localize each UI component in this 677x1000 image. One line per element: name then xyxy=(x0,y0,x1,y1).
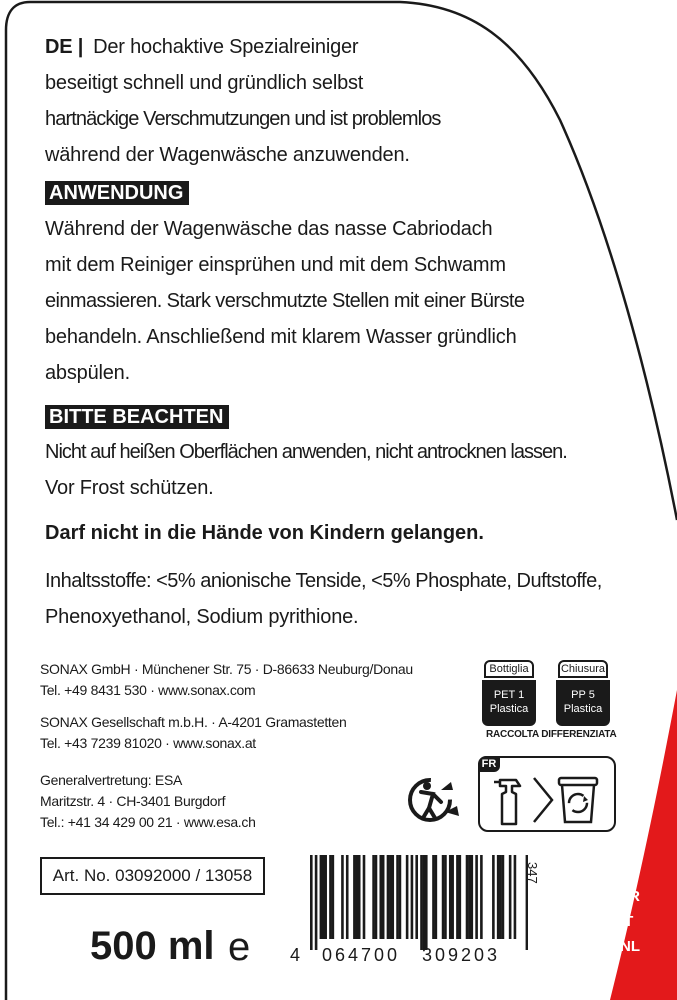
barcode-bar xyxy=(387,855,390,939)
beachten-line: Nicht auf heißen Oberflächen anwenden, nicht antrocknen lassen. xyxy=(45,441,567,463)
barcode-bar xyxy=(389,855,392,939)
barcode-bar xyxy=(449,855,452,939)
children-warning: Darf nicht in die Hände von Kindern gelangen. xyxy=(45,522,484,544)
closure-cap-label: Chiusura xyxy=(558,660,608,678)
ingredients xyxy=(45,563,602,635)
sonax-germany-contact xyxy=(40,659,413,701)
barcode-bar xyxy=(456,855,459,939)
barcode-bar xyxy=(497,855,500,939)
material-code: PP 5 xyxy=(571,689,595,701)
barcode-bar xyxy=(514,855,517,939)
intro-line: hartnäckige Verschmutzungen und ist problemlos xyxy=(45,108,441,130)
article-number-box: Art. No. 03092000 / 13058 xyxy=(40,857,265,895)
fr-tag: FR xyxy=(478,756,500,772)
barcode-bar xyxy=(406,855,409,939)
barcode-bar xyxy=(332,855,335,939)
address-line: SONAX GmbH · Münchener Str. 75 · D-86633 Neuburg/Donau xyxy=(40,661,413,677)
barcode-bar xyxy=(492,855,495,939)
barcode-bar xyxy=(432,855,435,939)
phone-web-line: Tel. +43 7239 81020 · www.sonax.at xyxy=(40,735,256,751)
anwendung-line: mit dem Reiniger einsprühen und mit dem Schwamm xyxy=(45,254,506,276)
barcode-bar xyxy=(382,855,385,939)
barcode-bar xyxy=(322,855,325,939)
anwendung-line: behandeln. Anschließend mit klarem Wasser gründlich xyxy=(45,326,517,348)
barcode-right-digits: 309203 xyxy=(422,945,501,965)
barcode-bar xyxy=(480,855,483,939)
recycling-bin-icon xyxy=(556,772,602,828)
barcode-bar xyxy=(358,855,361,939)
barcode-bar xyxy=(459,855,462,939)
esa-contact xyxy=(40,770,256,833)
material-type: Plastica xyxy=(489,703,529,715)
closure-material xyxy=(556,680,610,726)
anwendung-line: einmassieren. Stark verschmutzte Stellen mit einer Bürste xyxy=(45,290,525,312)
address-line: SONAX Gesellschaft m.b.H. · A-4201 Gramastetten xyxy=(40,714,347,730)
barcode-bar xyxy=(468,855,471,939)
barcode-bar xyxy=(423,855,426,950)
barcode-bar xyxy=(425,855,428,950)
barcode-bar xyxy=(320,855,323,939)
phone-web-line: Tel. +49 8431 530 · www.sonax.com xyxy=(40,682,256,698)
phone-web-line: Tel.: +41 34 429 00 21 · www.esa.ch xyxy=(40,814,256,830)
barcode-bar xyxy=(420,855,423,950)
barcode-bar xyxy=(346,855,349,939)
closure-recycling-badge xyxy=(556,660,610,732)
barcode xyxy=(310,855,528,950)
material-code: PET 1 xyxy=(493,689,525,701)
beachten-paragraph xyxy=(45,434,567,506)
intro-line: während der Wagenwäsche anzuwenden. xyxy=(45,144,410,166)
barcode-bar xyxy=(372,855,375,939)
intro-paragraph xyxy=(45,29,515,173)
barcode-bar xyxy=(411,855,414,939)
barcode-bar xyxy=(502,855,505,939)
bottle-recycling-badge xyxy=(482,660,536,732)
bottle-cap-label: Bottiglia xyxy=(484,660,534,678)
address-line: Maritzstr. 4 · CH-3401 Burgdorf xyxy=(40,793,226,809)
anwendung-line: abspülen. xyxy=(45,362,130,384)
barcode-bar xyxy=(310,855,313,950)
barcode-bar xyxy=(379,855,382,939)
barcode-bar xyxy=(475,855,478,939)
anwendung-heading: ANWENDUNG xyxy=(45,181,189,205)
arrow-right-icon xyxy=(532,776,554,824)
barcode-bar xyxy=(399,855,402,939)
barcode-side-code: 347 xyxy=(525,862,540,884)
ingredients-line: Inhaltsstoffe: <5% anionische Tenside, <5% Phosphate, Duftstoffe, xyxy=(45,570,602,592)
barcode-bar xyxy=(499,855,502,939)
bitte-beachten-heading: BITTE BEACHTEN xyxy=(45,405,229,429)
anwendung-line: Während der Wagenwäsche das nasse Cabriodach xyxy=(45,218,493,240)
bottle-material xyxy=(482,680,536,726)
language-code: DE | xyxy=(45,36,84,58)
barcode-bar xyxy=(442,855,445,939)
language-tag-fr: FR xyxy=(620,888,640,905)
barcode-bar xyxy=(363,855,366,939)
barcode-bar xyxy=(391,855,394,939)
barcode-bar xyxy=(341,855,344,939)
barcode-left-digits: 064700 xyxy=(322,945,401,965)
beachten-line: Vor Frost schützen. xyxy=(45,477,214,499)
anwendung-paragraph xyxy=(45,211,524,391)
volume-label: 500 ml xyxy=(90,924,215,968)
intro-line: Der hochaktive Spezialreiniger xyxy=(93,36,359,58)
barcode-bar xyxy=(471,855,474,939)
address-line: Generalvertretung: ESA xyxy=(40,772,183,788)
estimated-sign: e xyxy=(228,925,251,969)
triman-icon xyxy=(405,772,467,828)
barcode-bar xyxy=(324,855,327,939)
barcode-bar xyxy=(415,855,418,939)
intro-line: beseitigt schnell und gründlich selbst xyxy=(45,72,364,94)
barcode-bar xyxy=(329,855,332,939)
material-type: Plastica xyxy=(563,703,603,715)
language-tag-nl: NL xyxy=(620,938,640,955)
raccolta-label: RACCOLTA DIFFERENZIATA xyxy=(486,729,617,740)
language-tag-it: IT xyxy=(620,913,634,930)
barcode-bar xyxy=(396,855,399,939)
spray-bottle-icon xyxy=(490,772,534,828)
barcode-bar xyxy=(435,855,438,939)
barcode-bar xyxy=(509,855,512,939)
barcode-bar xyxy=(356,855,359,939)
ingredients-line: Phenoxyethanol, Sodium pyrithione. xyxy=(45,606,359,628)
barcode-bar xyxy=(466,855,469,939)
barcode-bar xyxy=(444,855,447,939)
barcode-first-digit: 4 xyxy=(290,945,304,965)
sonax-austria-contact xyxy=(40,712,346,754)
barcode-bar xyxy=(353,855,356,939)
barcode-bar xyxy=(375,855,378,939)
barcode-bar xyxy=(451,855,454,939)
barcode-bar xyxy=(315,855,318,950)
